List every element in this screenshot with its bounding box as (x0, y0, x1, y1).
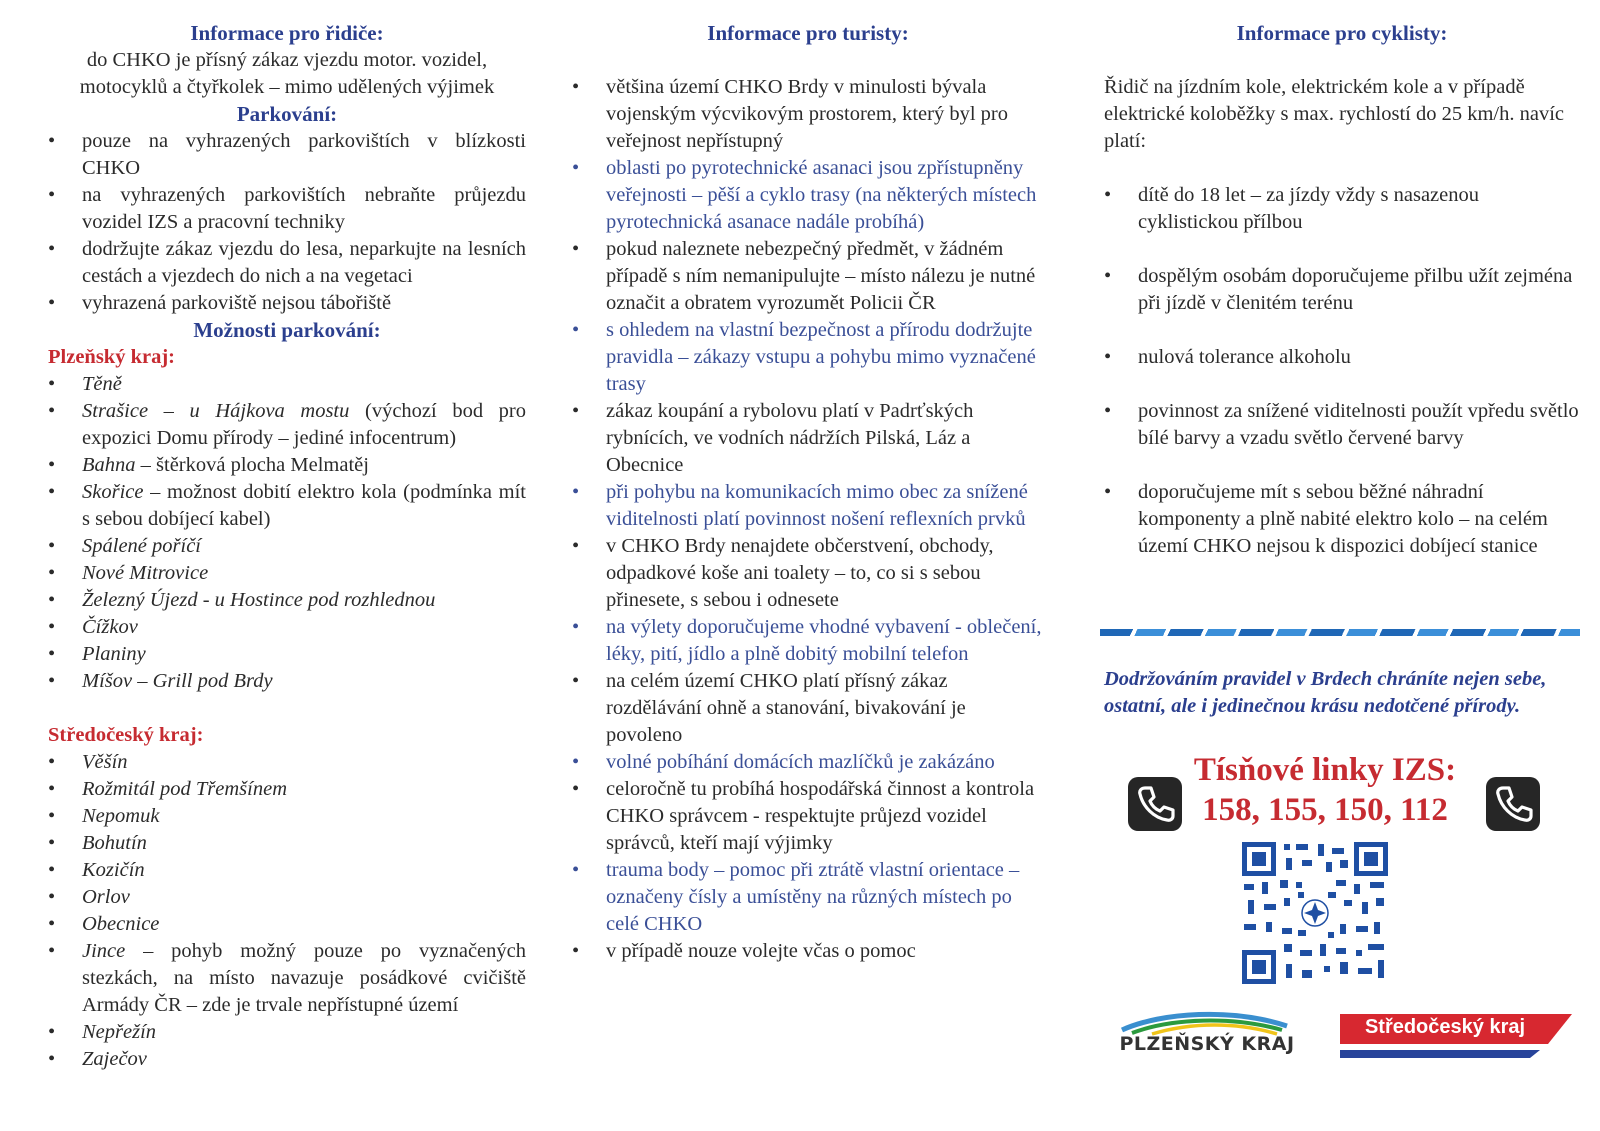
motto-text: Dodržováním pravidel v Brdech chráníte nejen sebe, ostatní, ale i jedinečnou krásu nedotčené přírody. (1104, 668, 1547, 717)
list-item: • Těně (48, 371, 526, 398)
decorative-stripe (1100, 629, 1580, 636)
emergency-title: Tísňové linky IZS: (1193, 752, 1457, 788)
list-item: • dodržujte zákaz vjezdu do lesa, neparkujte na lesních cestách a vjezdech do nich a na vegetaci (48, 236, 526, 290)
parking-heading: Parkování: (236, 102, 338, 126)
list-item: • na celém území CHKO platí přísný zákaz rozdělávání ohně a stanování, bivakování je povoleno (572, 668, 1044, 749)
cyclists-intro: Řidič na jízdním kole, elektrickém kole a v případě elektrické koloběžky s max. rychlostí do 25 km/h. navíc platí: (1104, 76, 1564, 152)
cyclists-list (1104, 182, 1580, 560)
list-item: • Strašice – u Hájkova mostu (výchozí bod pro expozici Domu přírody – jediné infocentrum) (48, 398, 526, 452)
list-item: • většina území CHKO Brdy v minulosti bývala vojenským výcvikovým prostorem, který byl pro veřejnost nepřístupný (572, 74, 1044, 155)
list-item: • v případě nouze volejte včas o pomoc (572, 938, 1044, 965)
list-item: • Bahna – štěrková plocha Melmatěj (48, 452, 526, 479)
list-item: • na vyhrazených parkovištích nebraňte průjezdu vozidel IZS a pracovní techniky (48, 182, 526, 236)
list-item: • volné pobíhání domácích mazlíčků je zakázáno (572, 749, 1044, 776)
list-item: • Čížkov (48, 614, 526, 641)
list-item: • Bohutín (48, 830, 526, 857)
plzen-region-label: Plzeňský kraj: (48, 346, 175, 368)
list-item: • při pohybu na komunikacích mimo obec za snížené viditelnosti platí povinnost nošení reflexních prvků (572, 479, 1044, 533)
phone-icon (1486, 777, 1540, 831)
parking-options-heading: Možnosti parkování: (193, 318, 381, 342)
list-item: • Železný Újezd - u Hostince pod rozhlednou (48, 587, 526, 614)
list-item: • Rožmitál pod Třemšínem (48, 776, 526, 803)
list-item: • Míšov – Grill pod Brdy (48, 668, 526, 695)
qr-code-icon[interactable] (1240, 840, 1390, 986)
list-item: • Jince – pohyb možný pouze po vyznačených stezkách, na místo navazuje posádkové cvičiště Armády ČR – zde je trvale nepřístupné území (48, 938, 526, 1019)
list-item: • oblasti po pyrotechnické asanaci jsou zpřístupněny veřejnosti – pěší a cyklo trasy (na některých místech pyrotechnická asanace nadále probíhá) (572, 155, 1044, 236)
list-item: • doporučujeme mít s sebou běžné náhradní komponenty a plně nabité elektro kolo – na celém území CHKO nejsou k dispozici dobíjecí stanice (1104, 479, 1580, 560)
stredocesky-logo-text: Středočeský kraj (1364, 1016, 1526, 1038)
stredocesky-region-logo (1340, 1014, 1572, 1058)
drivers-column (48, 20, 526, 1073)
tourists-heading: Informace pro turisty: (707, 21, 909, 45)
list-item: • Nové Mitrovice (48, 560, 526, 587)
list-item: • zákaz koupání a rybolovu platí v Padrťských rybnících, ve vodních nádržích Pilská, Láz a Obecnice (572, 398, 1044, 479)
list-item: • trauma body – pomoc při ztrátě vlastní orientace – označeny čísly a umístěny na různých místech po celé CHKO (572, 857, 1044, 938)
list-item: • pouze na vyhrazených parkovištích v blízkosti CHKO (48, 128, 526, 182)
list-item: • s ohledem na vlastní bezpečnost a přírodu dodržujte pravidla – zákazy vstupu a pohybu mimo vyznačené trasy (572, 317, 1044, 398)
stredocesky-region-label: Středočeský kraj: (48, 724, 204, 746)
list-item: • Kozičín (48, 857, 526, 884)
list-item: • povinnost za snížené viditelnosti použít vpředu světlo bílé barvy a vzadu světlo červené barvy (1104, 398, 1580, 452)
list-item: • Planiny (48, 641, 526, 668)
list-item: • nulová tolerance alkoholu (1104, 344, 1580, 371)
drivers-intro-line2: motocyklů a čtyřkolek – mimo udělených výjimek (79, 76, 495, 98)
cyclists-heading: Informace pro cyklisty: (1236, 21, 1448, 45)
list-item: • Nepomuk (48, 803, 526, 830)
list-item: • Věšín (48, 749, 526, 776)
plzen-places-list (48, 371, 526, 695)
list-item: • dítě do 18 let – za jízdy vždy s nasazenou cyklistickou přílbou (1104, 182, 1580, 236)
cyclists-column (1104, 20, 1580, 560)
parking-list (48, 128, 526, 317)
list-item: • Spálené poříčí (48, 533, 526, 560)
drivers-heading: Informace pro řidiče: (190, 21, 384, 45)
list-item: • vyhrazená parkoviště nejsou tábořiště (48, 290, 526, 317)
stredocesky-places-list (48, 749, 526, 1073)
tourists-list (572, 74, 1044, 965)
emergency-numbers: 158, 155, 150, 112 (1202, 792, 1448, 828)
phone-icon (1128, 777, 1182, 831)
list-item: • Nepřežín (48, 1019, 526, 1046)
list-item: • Obecnice (48, 911, 526, 938)
list-item: • Orlov (48, 884, 526, 911)
list-item: • Zaječov (48, 1046, 526, 1073)
emergency-block (1180, 750, 1470, 830)
tourists-column (572, 20, 1044, 965)
list-item: • v CHKO Brdy nenajdete občerstvení, obchody, odpadkové koše ani toalety – to, co si s sebou přinesete, s sebou i odnesete (572, 533, 1044, 614)
list-item: • pokud naleznete nebezpečný předmět, v žádném případě s ním nemanipulujte – místo nálezu je nutné označit a obratem vyrozumět Policii ČR (572, 236, 1044, 317)
drivers-intro-line1: do CHKO je přísný zákaz vjezdu motor. vozidel, (86, 49, 488, 71)
plzen-logo-text: PLZEŇSKÝ KRAJ (1119, 1033, 1295, 1055)
list-item: • dospělým osobám doporučujeme přilbu užít zejména při jízdě v členitém terénu (1104, 263, 1580, 317)
plzen-region-logo (1112, 1008, 1302, 1064)
list-item: • Skořice – možnost dobití elektro kola (podmínka mít s sebou dobíjecí kabel) (48, 479, 526, 533)
list-item: • na výlety doporučujeme vhodné vybavení - oblečení, léky, pití, jídlo a plně dobitý mobilní telefon (572, 614, 1044, 668)
list-item: • celoročně tu probíhá hospodářská činnost a kontrola CHKO správcem - respektujte průjezd vozidel správců, kteří mají výjimky (572, 776, 1044, 857)
